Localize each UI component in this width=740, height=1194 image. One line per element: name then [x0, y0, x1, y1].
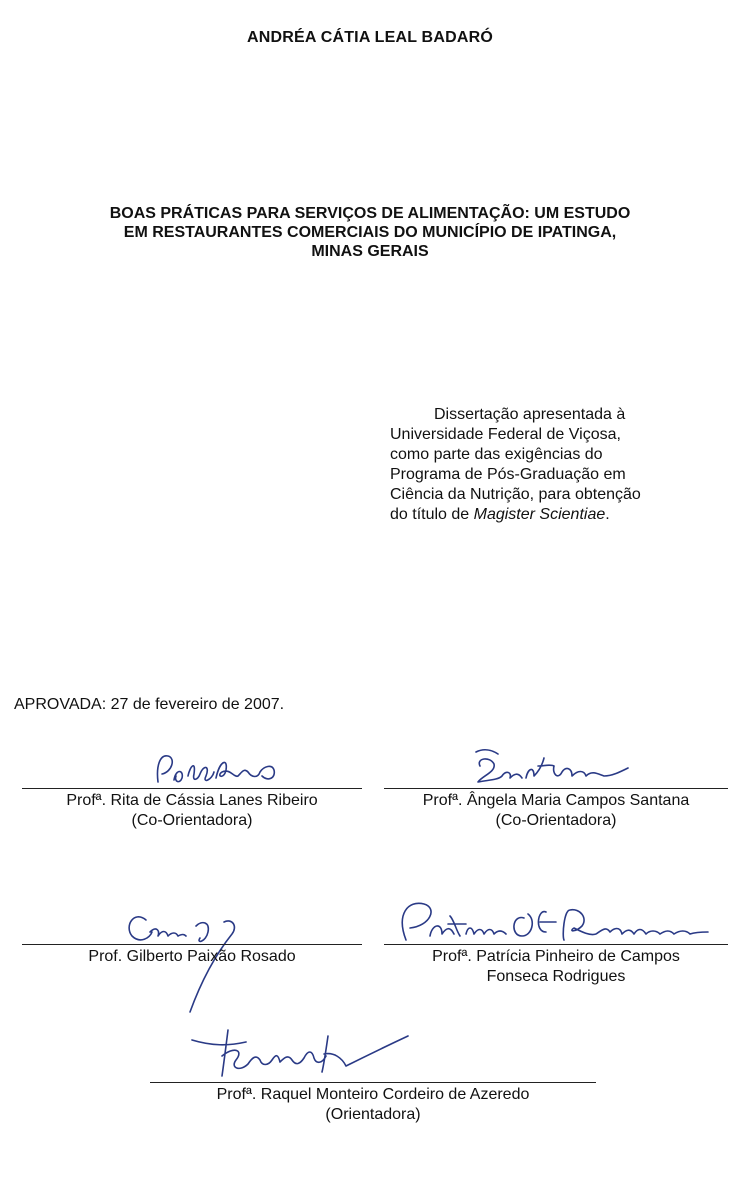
- thesis-title-line: EM RESTAURANTES COMERCIAIS DO MUNICÍPIO DE IPATINGA,: [123, 224, 617, 241]
- signatory-name: Profª. Raquel Monteiro Cordeiro de Azeredo: [216, 1086, 530, 1103]
- signature-rita: [150, 746, 300, 792]
- signatory-role: (Co-Orientadora): [495, 812, 617, 829]
- thesis-title-line: MINAS GERAIS: [311, 243, 429, 260]
- dissertation-note: [390, 405, 712, 525]
- signature-raquel: [188, 1024, 438, 1084]
- signatory-name: Profª. Rita de Cássia Lanes Ribeiro: [66, 792, 318, 809]
- note-line: como parte das exigências do: [390, 446, 603, 463]
- signatory-role: Fonseca Rodrigues: [486, 968, 626, 985]
- signature-block-angela: [384, 788, 728, 831]
- signature-line: [22, 788, 362, 789]
- signature-patricia: [384, 896, 724, 950]
- signature-block-rita: [22, 788, 362, 831]
- note-line: Ciência da Nutrição, para obtenção: [390, 486, 641, 503]
- signature-line: [384, 788, 728, 789]
- note-line: [390, 505, 712, 525]
- author-name: ANDRÉA CÁTIA LEAL BADARÓ: [247, 29, 493, 46]
- signatory-name: Profª. Patrícia Pinheiro de Campos: [432, 948, 680, 965]
- signatory-name: Prof. Gilberto Paixão Rosado: [88, 948, 296, 965]
- note-line: Dissertação apresentada à: [434, 406, 626, 423]
- signature-block-patricia: [384, 944, 728, 987]
- note-line: Programa de Pós-Graduação em: [390, 466, 626, 483]
- signature-angela: [468, 744, 638, 792]
- signatory-role: (Orientadora): [325, 1106, 421, 1123]
- signature-block-raquel: [150, 1082, 596, 1125]
- signature-line: [22, 944, 362, 945]
- signature-line: [150, 1082, 596, 1083]
- note-prefix: do título de: [390, 506, 474, 523]
- thesis-title: [20, 204, 720, 261]
- thesis-title-line: BOAS PRÁTICAS PARA SERVIÇOS DE ALIMENTAÇÃO: UM ESTUDO: [109, 205, 631, 222]
- signatory-role: (Co-Orientadora): [131, 812, 253, 829]
- signatory-name: Profª. Ângela Maria Campos Santana: [422, 792, 690, 809]
- signature-block-gilberto: [22, 944, 362, 967]
- note-suffix: .: [605, 506, 610, 523]
- note-line: Universidade Federal de Viçosa,: [390, 426, 621, 443]
- approval-date: APROVADA: 27 de fevereiro de 2007.: [14, 696, 285, 713]
- signature-line: [384, 944, 728, 945]
- degree-name: Magister Scientiae: [473, 506, 606, 523]
